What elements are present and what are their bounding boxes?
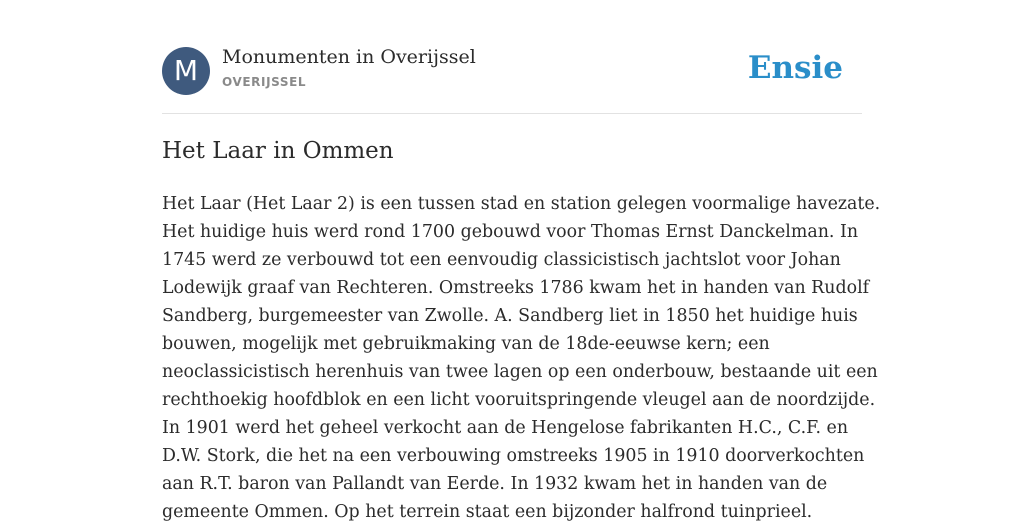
article-line: Het huidige huis werd rond 1700 gebouwd voor Thomas Ernst Danckelman. In (162, 222, 859, 242)
avatar[interactable]: M (162, 47, 210, 95)
article-line: rechthoekig hoofdblok en een licht vooruitspringende vleugel aan de noordzijde. (162, 390, 876, 410)
blog-title-link[interactable]: Monumenten in Overijssel (222, 46, 476, 68)
article-line: gemeente Ommen. Op het terrein staat een bijzonder halfrond tuinprieel. (162, 502, 813, 522)
article-line: In 1901 werd het geheel verkocht aan de Hengelose fabrikanten H.C., C.F. en (162, 418, 849, 438)
article-line: D.W. Stork, die het na een verbouwing omstreeks 1905 in 1910 doorverkochten (162, 446, 865, 466)
blog-category-link[interactable]: OVERIJSSEL (222, 75, 307, 89)
article-line: Sandberg, burgemeester van Zwolle. A. Sandberg liet in 1850 het huidige huis (162, 306, 858, 326)
article-body (162, 190, 881, 526)
article-line: Lodewijk graaf van Rechteren. Omstreeks 1786 kwam het in handen van Rudolf (162, 278, 870, 298)
header-divider (162, 113, 862, 114)
article-line: neoclassicistisch herenhuis van twee lagen op een onderbouw, bestaande uit een (162, 362, 878, 382)
article-card (162, 0, 881, 522)
article-line: Het Laar (Het Laar 2) is een tussen stad en station gelegen voormalige havezate. (162, 194, 881, 214)
blog-header (162, 46, 862, 96)
brand-logo[interactable]: Ensie (747, 50, 843, 86)
article-line: aan R.T. baron van Pallandt van Eerde. In 1932 kwam het in handen van de (162, 474, 828, 494)
article-line: bouwen, mogelijk met gebruikmaking van de 18de-eeuwse kern; een (162, 334, 770, 354)
article-line: 1745 werd ze verbouwd tot een eenvoudig classicistisch jachtslot voor Johan (162, 250, 841, 270)
article-title: Het Laar in Ommen (162, 138, 394, 164)
